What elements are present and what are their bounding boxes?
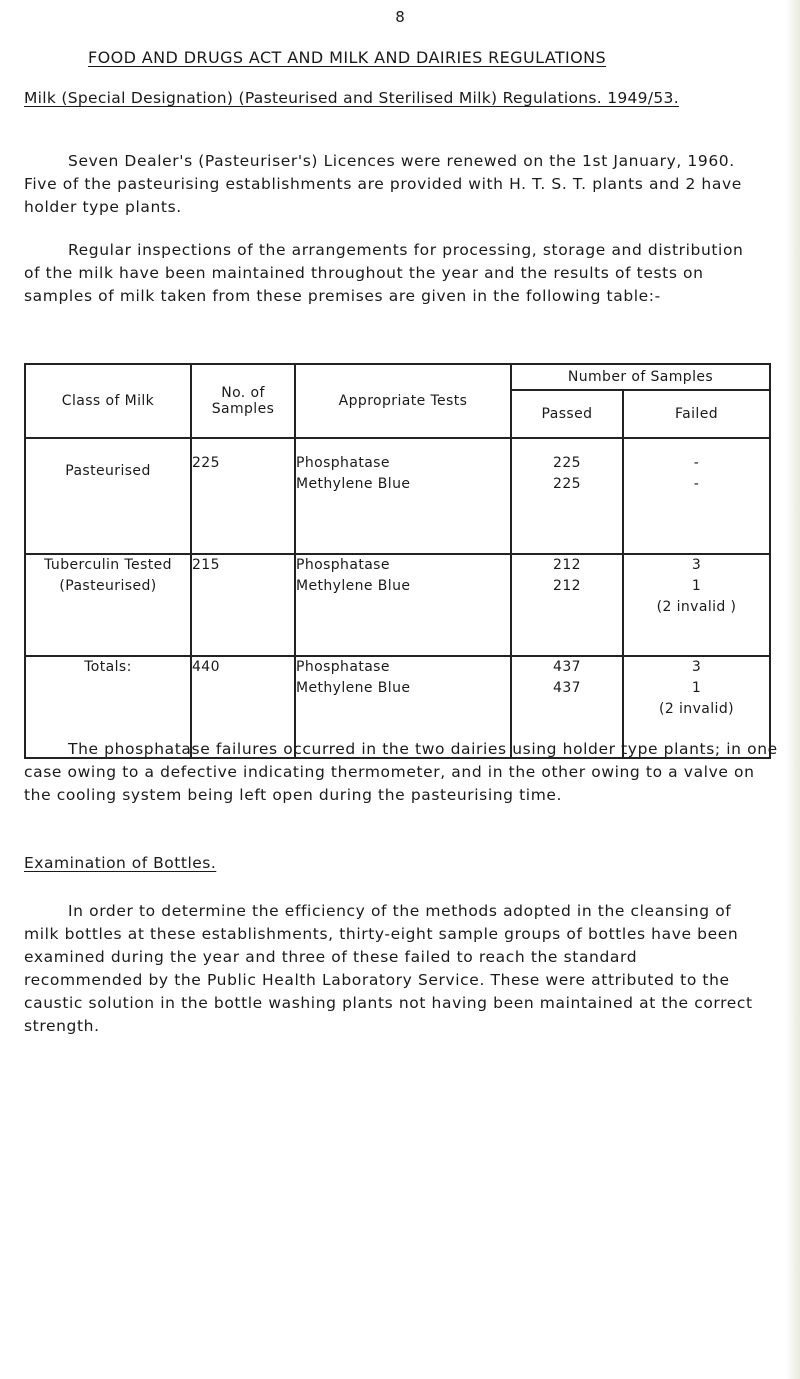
cell-failed xyxy=(623,438,770,554)
passed-methylene-blue: 225 xyxy=(553,476,581,492)
passed-phosphatase: 212 xyxy=(553,557,581,573)
failed-note: (2 invalid ) xyxy=(656,599,737,615)
header-no-of-samples: No. of Samples xyxy=(191,364,295,438)
cell-class xyxy=(25,554,191,656)
paragraph-licences xyxy=(24,150,760,219)
failed-note: (2 invalid) xyxy=(659,701,734,717)
header-class-of-milk: Class of Milk xyxy=(25,364,191,438)
paragraph-bottles-text: In order to determine the efficiency of the methods adopted in the cleansing of milk bottles at these establishments, thirty-eight sample groups of bottles have been examined during the year and three of these failed to reach the standard recommended by the Public Health Laboratory Service. These were attributed to the caustic solution in the bottle washing plants not having been maintained at the correct strength. xyxy=(24,902,753,1035)
test-phosphatase: Phosphatase xyxy=(296,455,390,471)
cell-tests xyxy=(295,438,511,554)
header-number-of-samples: Number of Samples xyxy=(511,364,770,390)
table-row xyxy=(25,554,770,656)
failed-phosphatase: 3 xyxy=(691,659,702,675)
samples-count: 225 xyxy=(192,455,220,471)
cell-passed xyxy=(511,438,623,554)
test-methylene-blue: Methylene Blue xyxy=(296,476,411,492)
cell-tests xyxy=(295,554,511,656)
page-edge-shadow xyxy=(786,0,800,1379)
paragraph-phosphatase-failures xyxy=(24,738,780,807)
page-number: 8 xyxy=(395,8,405,26)
test-phosphatase: Phosphatase xyxy=(296,557,390,573)
cell-failed xyxy=(623,554,770,656)
paragraph-phosphatase-failures-text: The phosphatase failures occurred in the two dairies using holder type plants; in one case owing to a defective indicating thermometer, and in the other owing to a valve on the cooling system being left open during the pasteurising time. xyxy=(24,740,778,804)
header-passed: Passed xyxy=(511,390,623,438)
test-phosphatase: Phosphatase xyxy=(296,659,390,675)
table-row xyxy=(25,438,770,554)
test-methylene-blue: Methylene Blue xyxy=(296,578,411,594)
passed-methylene-blue: 437 xyxy=(553,680,581,696)
class-name-sub: (Pasteurised) xyxy=(59,578,157,594)
header-appropriate-tests: Appropriate Tests xyxy=(295,364,511,438)
failed-methylene-blue: 1 xyxy=(691,578,702,594)
passed-phosphatase: 437 xyxy=(553,659,581,675)
samples-count: 215 xyxy=(192,557,220,573)
failed-methylene-blue: 1 xyxy=(691,680,702,696)
cell-class xyxy=(25,438,191,554)
class-name: Pasteurised xyxy=(65,463,151,479)
cell-samples xyxy=(191,554,295,656)
samples-table xyxy=(24,363,771,759)
section-heading-bottles: Examination of Bottles. xyxy=(24,854,217,872)
regulations-subtitle: Milk (Special Designation) (Pasteurised and Sterilised Milk) Regulations. 1949/53. xyxy=(24,89,679,107)
failed-phosphatase: - xyxy=(693,455,700,471)
paragraph-bottles xyxy=(24,900,760,1038)
passed-phosphatase: 225 xyxy=(553,455,581,471)
passed-methylene-blue: 212 xyxy=(553,578,581,594)
class-name: Tuberculin Tested xyxy=(44,557,172,573)
paragraph-inspections xyxy=(24,239,760,308)
page-title: FOOD AND DRUGS ACT AND MILK AND DAIRIES REGULATIONS xyxy=(88,48,607,67)
paragraph-inspections-text: Regular inspections of the arrangements for processing, storage and distribution of the milk have been maintained throughout the year and the results of tests on samples of milk taken from these premises are given in the following table:- xyxy=(24,241,744,305)
test-methylene-blue: Methylene Blue xyxy=(296,680,411,696)
failed-methylene-blue: - xyxy=(693,476,700,492)
paragraph-licences-text: Seven Dealer's (Pasteuriser's) Licences were renewed on the 1st January, 1960. Five of the pasteurising establishments are provided with H. T. S. T. plants and 2 have holder type plants. xyxy=(24,152,742,216)
cell-samples xyxy=(191,438,295,554)
failed-phosphatase: 3 xyxy=(691,557,702,573)
cell-passed xyxy=(511,554,623,656)
class-name: Totals: xyxy=(84,659,132,675)
samples-count: 440 xyxy=(192,659,220,675)
header-failed: Failed xyxy=(623,390,770,438)
